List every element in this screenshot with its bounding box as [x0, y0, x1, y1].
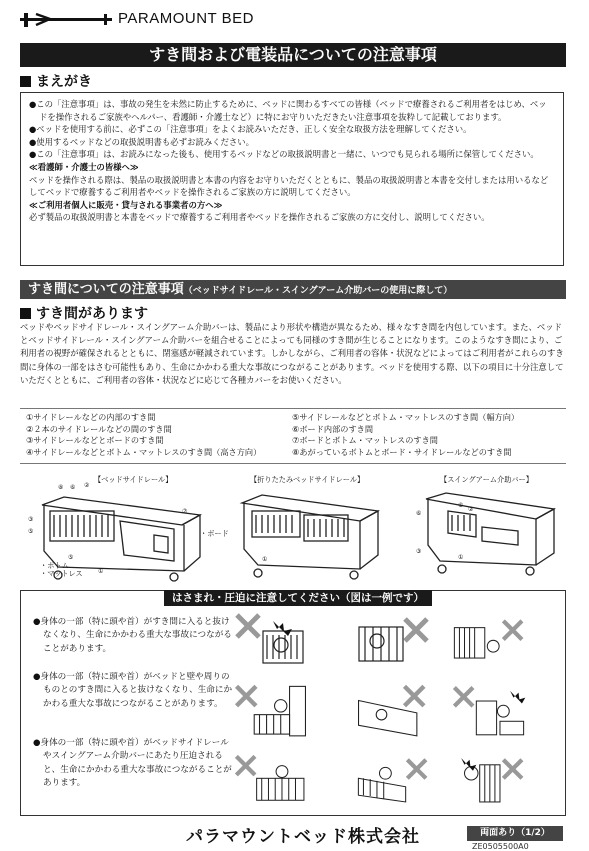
nurse-text: ベッドを操作される際は、製品の取扱説明書と本書の内容をお守りいただくとともに、製品の取扱説明書と本書を交付しまたは用いるなどしてベッドで療養するご利用者やベッドを操作されるご家族の方に説明してください。 — [29, 174, 549, 198]
square-bullet-icon — [20, 308, 31, 319]
page-note-badge: 両面あり（1/2） — [467, 826, 563, 841]
gap-item: ④サイドレールなどとボトム・マットレスのすき間（高さ方向） — [26, 446, 262, 457]
intro-bullet: ●使用するベッドなどの取扱説明書も必ずお読みください。 — [29, 136, 255, 147]
gap-item: ⑧あがっているボトムとボード・サイドレールなどのすき間 — [292, 446, 512, 457]
neck-pressure-warning-icon — [451, 749, 527, 811]
warning-box — [20, 590, 566, 816]
head-in-rail-warning-icon — [355, 611, 431, 673]
bed-label-mattress: ・マットレス — [40, 569, 83, 578]
header — [20, 8, 570, 32]
gap-item: ⑤サイドレールなどとボトム・マットレスのすき間（幅方向） — [292, 412, 520, 422]
bed-siderail-illustration — [24, 475, 229, 583]
gap-list — [20, 408, 566, 464]
svg-text:②: ② — [468, 506, 474, 513]
intro-heading-text: まえがき — [36, 74, 92, 90]
svg-text:⑤: ⑤ — [28, 528, 34, 535]
svg-text:③: ③ — [416, 548, 422, 555]
page-title: すき間および電装品についての注意事項 — [20, 43, 566, 67]
bed-folding-icon — [232, 475, 382, 583]
gap-item: ②２本のサイドレールなどの間のすき間 — [26, 423, 172, 434]
wall-gap-warning-icon — [233, 681, 309, 743]
gap-list-left — [26, 412, 261, 458]
dealer-subheading: ≪ご利用者個人に販売・貸与される事業者の方へ≫ — [29, 199, 223, 210]
svg-text:⑦: ⑦ — [182, 508, 188, 515]
warning-title: はさまれ・圧迫に注意してください（図は一例です） — [164, 590, 432, 606]
brand-name: PARAMOUNT BED — [118, 10, 254, 27]
head-gap-warning-icon — [233, 611, 309, 673]
gap-section-bar — [20, 280, 566, 299]
intro-heading — [20, 71, 92, 91]
swingarm-pressure-warning-icon — [355, 749, 431, 811]
document-id: ZE0505500A0 — [472, 842, 529, 851]
intro-bullet: ●この「注意事項」は、お読みになった後も、使用するベッドなどの取扱説明書と一緒に、いつでも見られる場所に保管してください。 — [29, 149, 539, 160]
bed-caption: 【折りたたみベッドサイドレール】 — [250, 475, 365, 484]
svg-text:⑥: ⑥ — [458, 502, 464, 509]
arm-gap-warning-icon — [451, 681, 527, 743]
warning-item: ●身体の一部（特に頭や首）がベッドサイドレールやスイングアーム介助バーにあたり圧迫されると、生命にかかわる重大な事故につながることがあります。 — [33, 738, 232, 789]
warning-item: ●身体の一部（特に頭や首）がすき間に入ると抜けなくなり、生命にかかわる重大な事故につながることがあります。 — [33, 617, 232, 654]
gap-list-right — [292, 412, 519, 458]
bed-folding-illustration — [232, 475, 382, 583]
rail-pressure-warning-icon — [233, 749, 309, 811]
gap-heading — [20, 303, 148, 323]
svg-text:⑧: ⑧ — [58, 484, 64, 491]
nurse-subheading: ≪看護師・介護士の皆様へ≫ — [29, 161, 139, 172]
paramount-logo-icon — [20, 12, 112, 28]
gap-item: ⑥ボード内部のすき間 — [292, 423, 374, 434]
head-at-board-warning-icon — [451, 611, 527, 673]
intro-box — [20, 92, 564, 266]
gap-item: ③サイドレールなどとボードのすき間 — [26, 435, 164, 446]
svg-text:①: ① — [458, 554, 464, 561]
gap-paragraph: ベッドやベッドサイドレール・スイングアーム介助バーは、製品により形状や構造が異なるため、様々なすき間を内包しています。また、ベッドとベッドサイドレール・スイングアーム介助バーを組合せることによっても同様のすき間が生じることになります。このようなすき間により、ご利用者の視野が確保されるとともに、閉塞感が軽減されています。しかしながら、ご利用者の容体・状況などによってはご利用者がこれらのすき間に身体の一部をはさむ可能性もあり、生命にかかわる重大な事故につながることがあります。ベッドを使用する際、以下の項目に十分注意していただくとともに、ご利用者の容体・状況などに応じて各種カバーをお使いください。 — [20, 322, 564, 385]
bed-label-bottom: ・ボトム — [40, 561, 69, 570]
bed-swingarm-illustration — [414, 475, 564, 583]
gap-section-note: （ベッドサイドレール・スイングアーム介助バーの使用に際して） — [183, 286, 453, 296]
bed-wall-warning-icon — [355, 681, 431, 743]
gap-heading-text: すき間があります — [36, 306, 148, 322]
gap-section-title: すき間についての注意事項 — [28, 282, 184, 297]
bed-label-board: ・ボード — [200, 529, 229, 538]
gap-item: ①サイドレールなどの内部のすき間 — [26, 412, 156, 422]
intro-bullet: ●この「注意事項」は、事故の発生を未然に防止するために、ベッドに関わるすべての皆様（ベッドで療養されるご利用者をはじめ、ベッドを操作されるご家族やヘルパー、看護師・介護士など）に特にお守りいただきたい注意事項を抜粋して記載しております。 — [29, 99, 547, 122]
svg-text:⑤: ⑤ — [68, 554, 74, 561]
svg-text:①: ① — [262, 556, 268, 563]
square-bullet-icon — [20, 76, 31, 87]
svg-text:⑥: ⑥ — [70, 484, 76, 491]
warning-item: ●身体の一部（特に頭や首）がベッドと壁や周りのものとのすき間に入ると抜けなくなり、生命にかかわる重大な事故につながることがあります。 — [33, 672, 233, 709]
company-name: パラマウントベッド株式会社 — [186, 827, 420, 847]
svg-text:①: ① — [98, 568, 104, 575]
bed-swingarm-icon — [414, 475, 564, 583]
svg-text:②: ② — [84, 482, 90, 489]
svg-text:③: ③ — [28, 516, 34, 523]
gap-item: ⑦ボードとボトム・マットレスのすき間 — [292, 435, 438, 446]
bed-caption: 【ベッドサイドレール】 — [94, 475, 173, 484]
svg-text:⑥: ⑥ — [416, 510, 422, 517]
intro-bullet: ●ベッドを使用する前に、必ずこの「注意事項」をよくお読みいただき、正しく安全な取扱方法を理解してください。 — [29, 124, 472, 135]
bed-caption: 【スイングアーム介助バー】 — [440, 475, 533, 484]
dealer-text: 必ず製品の取扱説明書と本書をベッドで療養するご利用者やベッドを操作されるご家族の方に交付し、説明してください。 — [29, 212, 490, 223]
